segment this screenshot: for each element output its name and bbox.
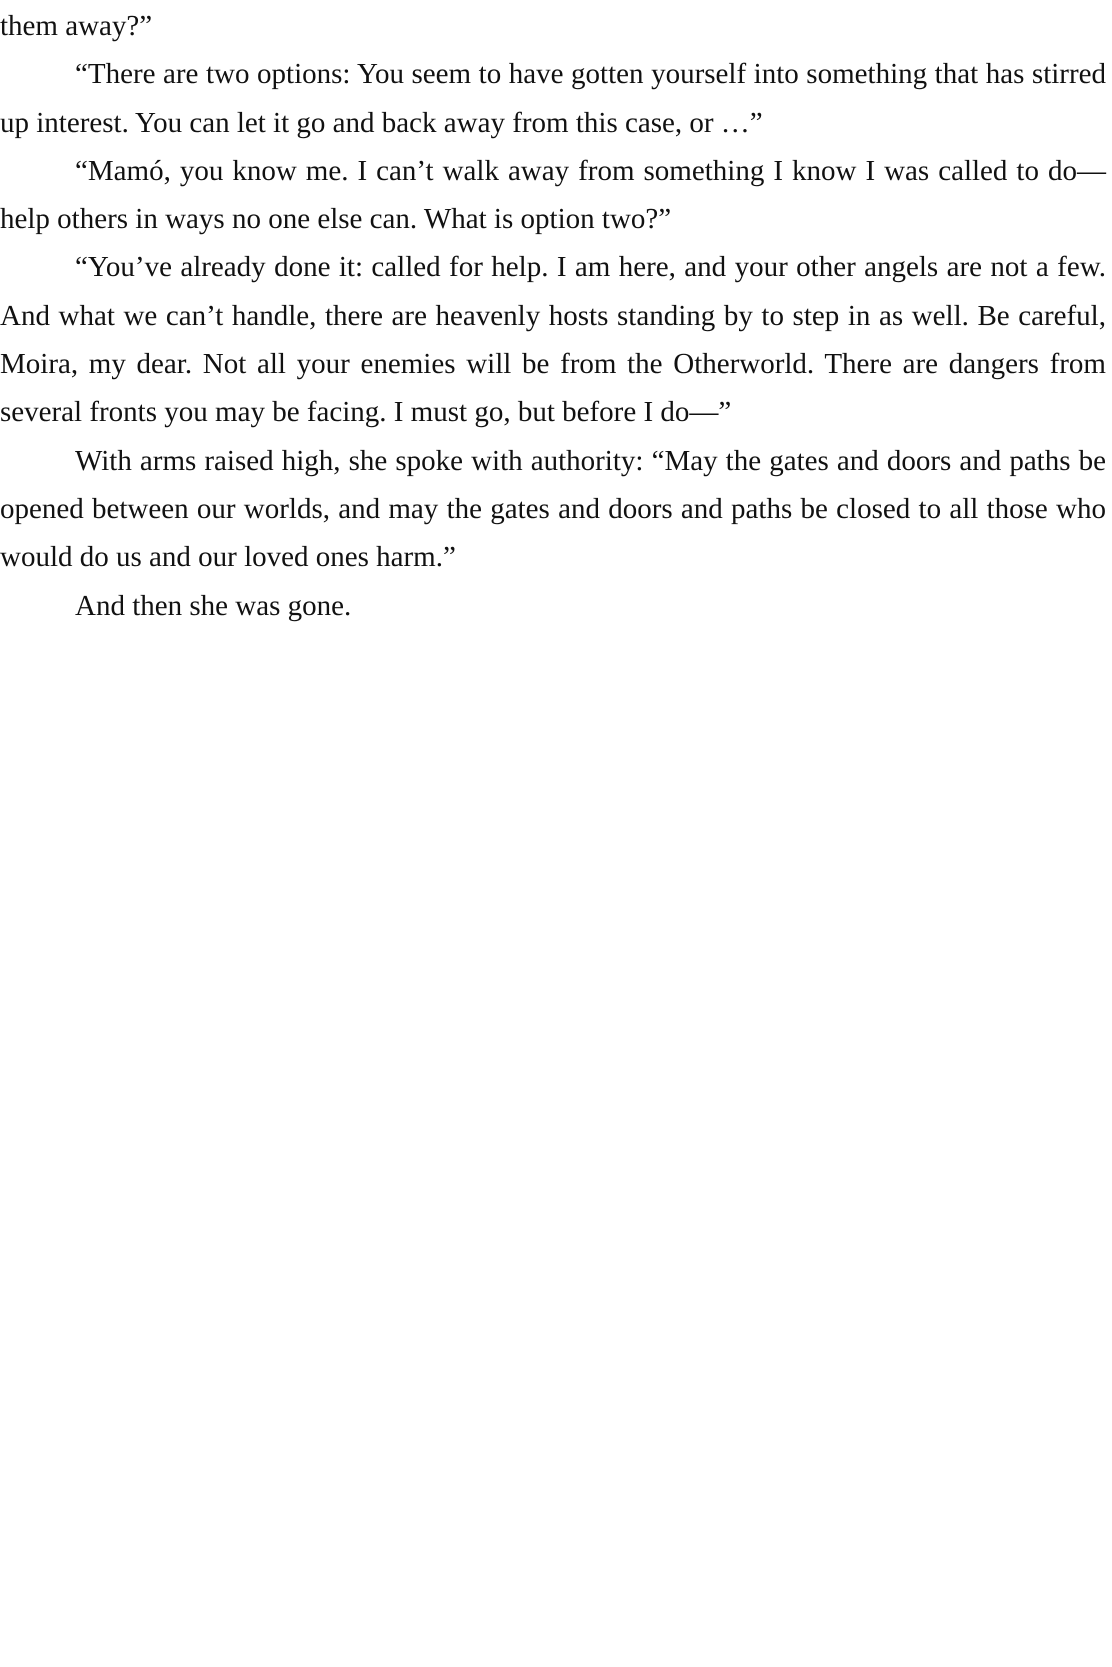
paragraph-called-for-help: “You’ve already done it: called for help. I am here, and your other angels are not a few. And what we can’t handle, there are heavenly hosts standing by to step in as well. Be careful, Moira, my dear. Not all your enemies will be from the Otherworld. There are dangers from several fronts you may be facing. I must go, but before I do—” xyxy=(0,251,1106,429)
paragraph-two-options: “There are two options: You seem to have gotten yourself into something that has stirred up interest. You can let it go and back away from this case, or …” xyxy=(0,58,1106,139)
paragraph-continuation: them away?” xyxy=(0,10,153,42)
paragraph-blessing: With arms raised high, she spoke with authority: “May the gates and doors and paths be opened between our worlds, and may the gates and doors and paths be closed to all those who would do us and our loved ones harm.” xyxy=(0,444,1106,574)
paragraph-mamo-reply: “Mamó, you know me. I can’t walk away from something I know I was called to do—help others in ways no one else can. What is option two?” xyxy=(0,154,1106,236)
paragraph-she-was-gone: And then she was gone. xyxy=(75,589,352,622)
body-text xyxy=(0,2,1106,630)
